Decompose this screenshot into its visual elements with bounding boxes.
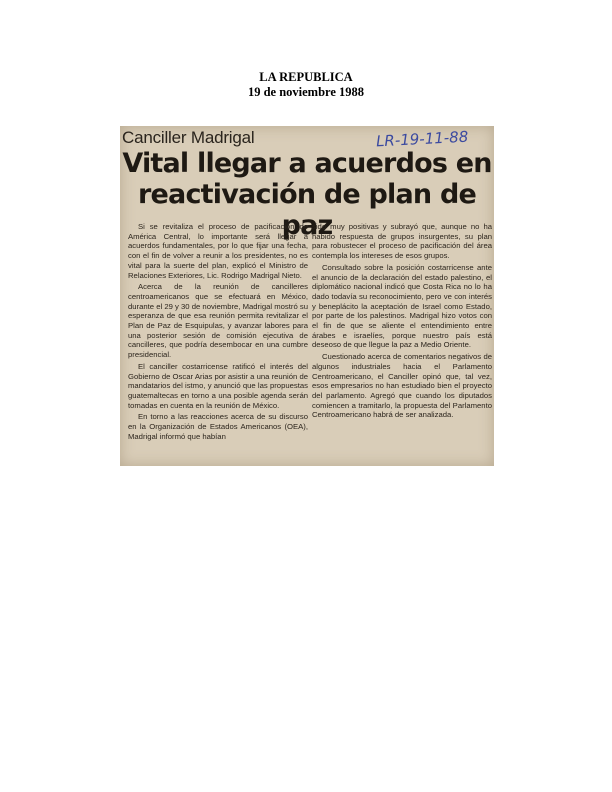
article-paragraph: Si se revitaliza el proceso de pacificación de América Central, lo importante será llegar a acuerdos fundamentales, por lo que fijar una fecha, con el fin de volver a reunir a los presidentes, no es vital para la suerte del plan, explicó el Ministro de Relaciones Exteriores, Lic. Rodrigo Madrigal Nieto. — [128, 222, 308, 280]
article-column-left — [128, 222, 308, 443]
article-paragraph: El canciller costarricense ratificó el interés del Gobierno de Oscar Arias por asistir a una reunión de mandatarios del istmo, y anunció que las propuestas guatemaltecas en torno a una posible agenda serán tomadas en cuenta en la reunión de México. — [128, 361, 308, 410]
article-paragraph: Consultado sobre la posición costarricense ante el anuncio de la declaración del estado palestino, el diplomático nacional indicó que Costa Rica no lo ha dado todavía su reconocimiento, pero ve con interés y beneplácito la aceptación de Israel como Estado, por parte de los palestinos. Madrigal hizo votos con el fin de que se aliente el entendimiento entre árabes e israelíes, porque nuestro país está deseoso de que llegue la paz a Medio Oriente. — [312, 262, 492, 350]
publication-date: 19 de noviembre 1988 — [247, 85, 365, 99]
newspaper-clipping — [120, 126, 494, 466]
handwritten-date-annotation: LR-19-11-88 — [375, 127, 469, 151]
article-paragraph: En torno a las reacciones acerca de su discurso en la Organización de Estados Americanos (OEA), Madrigal informó que habían — [128, 412, 308, 441]
page-header — [0, 70, 612, 100]
article-kicker: Canciller Madrigal — [122, 128, 255, 147]
publication-name: LA REPUBLICA — [259, 70, 353, 84]
article-column-right — [312, 222, 492, 422]
article-paragraph: Acerca de la reunión de cancilleres centroamericanos que se efectuará en México, durante el 29 y 30 de noviembre, Madrigal mostró su esperanza de que esa reunión permita revitalizar el Plan de Paz de Esquipulas, y avanzar labores para una posterior sesión de comisión ejecutiva de cancilleres, que podría desembocar en una cumbre presidencial. — [128, 282, 308, 360]
article-paragraph: Cuestionado acerca de comentarios negativos de algunos industriales hacia el Parlamento Centroamericano, el Canciller opinó que, tal vez, esos empresarios no han estudiado bien el proyecto del parlamento. Agregó que cuando los diputados comiencen a tramitarlo, la propuesta del Parlamento Centroamericano habrá de ser analizada. — [312, 352, 492, 420]
article-headline-line-2: reactivación de plan de paz — [138, 179, 476, 241]
article-paragraph: sido muy positivas y subrayó que, aunque no ha habido respuesta de grupos insurgentes, su plan para robustecer el proceso de pacificación del área contempla los intereses de esos grupos. — [312, 222, 492, 261]
article-headline-line-1: Vital llegar a acuerdos en — [122, 148, 492, 179]
